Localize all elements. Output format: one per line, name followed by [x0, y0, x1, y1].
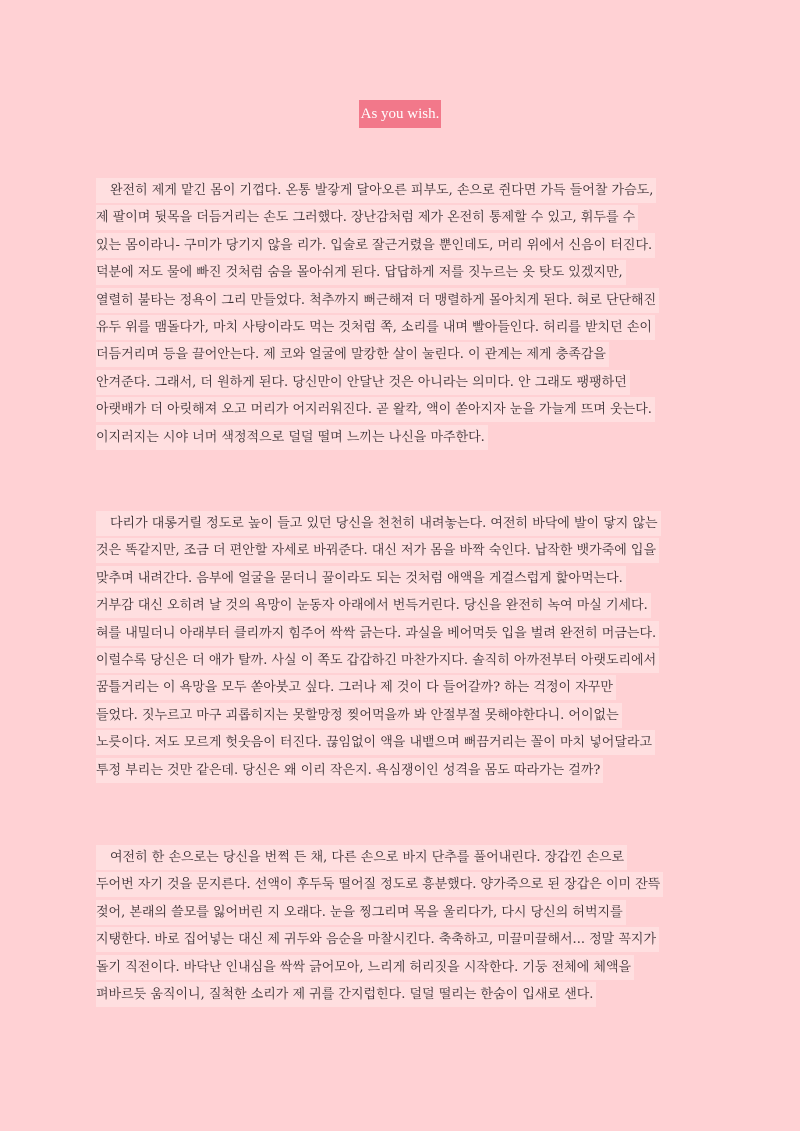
- text-line: 들었다. 짓누르고 마구 괴롭히지는 못할망정 찢어먹을까 봐 안절부절 못해야한다니. 어이없는: [96, 703, 622, 728]
- text-line: 혀를 내밀더니 아래부터 클리까지 힘주어 싹싹 긁는다. 과실을 베어먹듯 입을 벌려 완전히 머금는다.: [96, 621, 659, 646]
- text-line: 거부감 대신 오히려 날 것의 욕망이 눈동자 아래에서 번득거린다. 당신을 완전히 녹여 마실 기세다.: [96, 593, 651, 618]
- text-line: 이럴수록 당신은 더 애가 탈까. 사실 이 쪽도 갑갑하긴 마찬가지다. 솔직히 아까전부터 아랫도리에서: [96, 648, 659, 673]
- text-line: 돌기 직전이다. 바닥난 인내심을 싹싹 긁어모아, 느리게 허리짓을 시작한다. 기둥 전체에 체액을: [96, 955, 634, 980]
- text-line: 더듬거리며 등을 끌어안는다. 제 코와 얼굴에 말캉한 살이 눌린다. 이 관계는 제게 충족감을: [96, 342, 609, 367]
- text-line: 노릇이다. 저도 모르게 헛웃음이 터진다. 끊임없이 액을 내뱉으며 뻐끔거리는 꼴이 마치 넣어달라고: [96, 730, 655, 755]
- text-line: 펴바르듯 움직이니, 질척한 소리가 제 귀를 간지럽힌다. 덜덜 떨리는 한숨이 입새로 샌다.: [96, 982, 596, 1007]
- text-line: 안겨준다. 그래서, 더 원하게 된다. 당신만이 안달난 것은 아니라는 의미다. 안 그래도 팽팽하던: [96, 370, 630, 395]
- paragraph-3: [96, 845, 716, 1009]
- text-line: 덕분에 저도 물에 빠진 것처럼 숨을 몰아쉬게 된다. 답답하게 저를 짓누르는 옷 탓도 있겠지만,: [96, 260, 626, 285]
- text-line: 열렬히 불타는 정욕이 그리 만들었다. 척추까지 뻐근해져 더 맹렬하게 몰아치게 된다. 혀로 단단해진: [96, 288, 659, 313]
- text-line: 유두 위를 맴돌다가, 마치 사탕이라도 먹는 것처럼 쪽, 소리를 내며 빨아들인다. 허리를 받치던 손이: [96, 315, 655, 340]
- text-line: 다리가 대롱거릴 정도로 높이 들고 있던 당신을 천천히 내려놓는다. 여전히 바닥에 발이 닿지 않는: [96, 511, 661, 536]
- text-line: 것은 똑같지만, 조금 더 편안할 자세로 바꿔준다. 대신 저가 몸을 바짝 숙인다. 납작한 뱃가죽에 입을: [96, 538, 659, 563]
- text-line: 꿈틀거리는 이 욕망을 모두 쏟아붓고 싶다. 그러나 제 것이 다 들어갈까? 하는 걱정이 자꾸만: [96, 675, 616, 700]
- text-line: 지탱한다. 바로 집어넣는 대신 제 귀두와 음순을 마찰시킨다. 축축하고, 미끌미끌해서... 정말 꼭지가: [96, 927, 659, 952]
- text-line: 아랫배가 더 아릿해져 오고 머리가 어지러워진다. 곧 왈칵, 액이 쏟아지자 눈을 가늘게 뜨며 웃는다.: [96, 397, 655, 422]
- title-container: [0, 100, 800, 128]
- text-line: 완전히 제게 맡긴 몸이 기껍다. 온통 발갛게 달아오른 피부도, 손으로 쥔다면 가득 들어찰 가슴도,: [96, 178, 656, 203]
- text-line: 이지러지는 시야 너머 색정적으로 덜덜 떨며 느끼는 나신을 마주한다.: [96, 425, 488, 450]
- paragraph-2: [96, 511, 716, 785]
- text-line: 제 팔이며 뒷목을 더듬거리는 손도 그러했다. 장난감처럼 제가 온전히 통제할 수 있고, 휘두를 수: [96, 205, 638, 230]
- document-title: As you wish.: [359, 100, 442, 128]
- text-line: 맞추며 내려간다. 음부에 얼굴을 묻더니 꿀이라도 되는 것처럼 애액을 게걸스럽게 핥아먹는다.: [96, 566, 626, 591]
- text-line: 두어번 자기 것을 문지른다. 선액이 후두둑 떨어질 정도로 흥분했다. 양가죽으로 된 장갑은 이미 잔뜩: [96, 872, 663, 897]
- text-line: 투정 부리는 것만 같은데. 당신은 왜 이리 작은지. 욕심쟁이인 성격을 몸도 따라가는 걸까?: [96, 758, 603, 783]
- text-line: 있는 몸이라니- 구미가 당기지 않을 리가. 입술로 잘근거렸을 뿐인데도, 머리 위에서 신음이 터진다.: [96, 233, 655, 258]
- paragraph-1: [96, 178, 716, 452]
- text-line: 여전히 한 손으로는 당신을 번쩍 든 채, 다른 손으로 바지 단추를 풀어내린다. 장갑낀 손으로: [96, 845, 627, 870]
- text-line: 젖어, 본래의 쓸모를 잃어버린 지 오래다. 눈을 찡그리며 목을 울리다가, 다시 당신의 허벅지를: [96, 900, 626, 925]
